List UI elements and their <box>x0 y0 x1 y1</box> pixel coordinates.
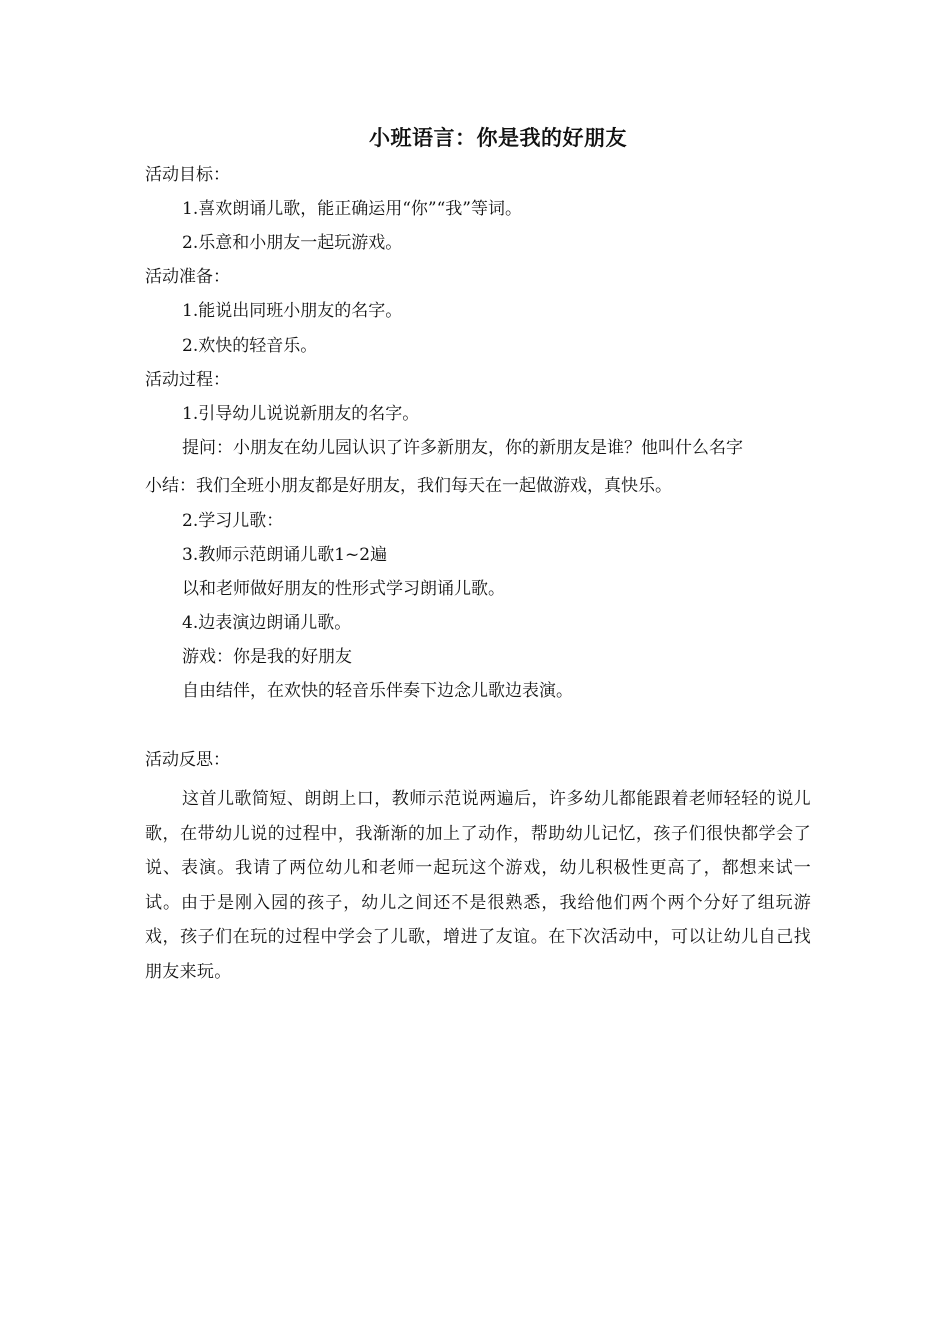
reflection-paragraph: 这首儿歌简短、朗朗上口，教师示范说两遍后，许多幼儿都能跟着老师轻轻的说儿歌，在带幼儿说的过程中，我渐渐的加上了动作，帮助幼儿记忆，孩子们很快都学会了说、表演。我请了两位幼儿和老师一起玩这个游戏，幼儿积极性更高了，都想来试一试。由于是刚入园的孩子，幼儿之间还不是很熟悉，我给他们两个两个分好了组玩游戏，孩子们在玩的过程中学会了儿歌，增进了友谊。在下次活动中，可以让幼儿自己找朋友来玩。 <box>145 789 811 982</box>
process-game-note: 自由结伴，在欢快的轻音乐伴奏下边念儿歌边表演。 <box>182 681 573 701</box>
reflection-heading: 活动反思： <box>145 750 230 770</box>
process-step-4: 4.边表演边朗诵儿歌。 <box>182 613 352 633</box>
process-game: 游戏：你是我的好朋友 <box>182 647 352 667</box>
goal-item: 2.乐意和小朋友一起玩游戏。 <box>182 233 403 253</box>
process-summary: 小结：我们全班小朋友都是好朋友，我们每天在一起做游戏，真快乐。 <box>145 476 672 496</box>
process-step-1: 1.引导幼儿说说新朋友的名字。 <box>182 404 420 424</box>
process-step-2: 2.学习儿歌： <box>182 511 284 531</box>
process-step-3-note: 以和老师做好朋友的性形式学习朗诵儿歌。 <box>182 579 505 599</box>
preparation-heading: 活动准备： <box>145 267 230 287</box>
goal-item: 1.喜欢朗诵儿歌，能正确运用“你”“我”等词。 <box>182 199 522 219</box>
goals-heading: 活动目标： <box>145 165 230 185</box>
process-question: 提问：小朋友在幼儿园认识了许多新朋友，你的新朋友是谁？他叫什么名字 <box>182 438 743 458</box>
document-title: 小班语言：你是我的好朋友 <box>369 125 627 150</box>
process-step-3: 3.教师示范朗诵儿歌1~2遍 <box>182 545 388 565</box>
process-heading: 活动过程： <box>145 370 230 390</box>
preparation-item: 2.欢快的轻音乐。 <box>182 336 318 356</box>
preparation-item: 1.能说出同班小朋友的名字。 <box>182 301 403 321</box>
